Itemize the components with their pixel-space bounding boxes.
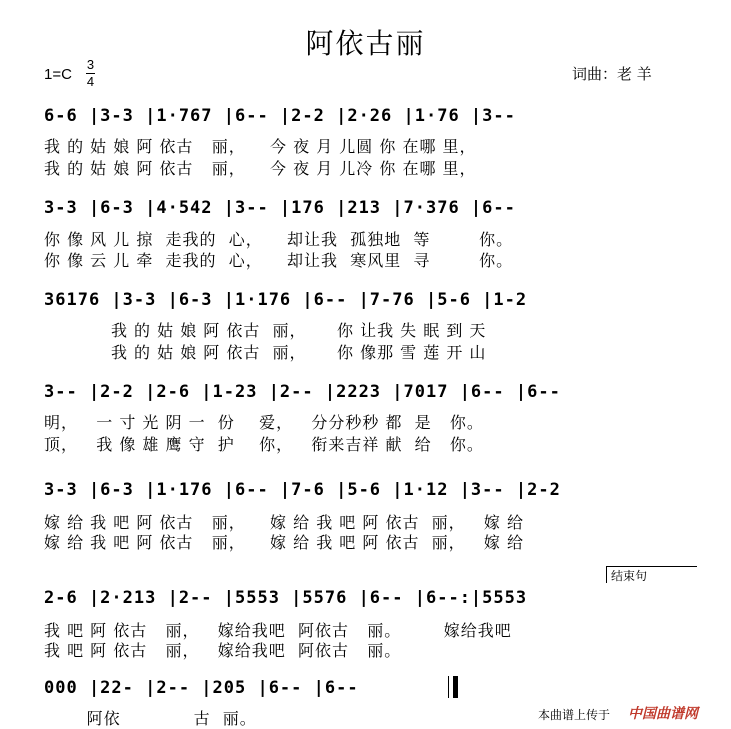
notation-row-5: 3-3 |6-3 |1·176 |6-- |7-6 |5-6 |1·12 |3-- |2-2 [44,480,561,500]
key-signature: 1=C [44,66,72,83]
ending-label: 结束句 [606,566,697,583]
song-title: 阿依古丽 [305,27,426,60]
lyric-row-1-verse-2: 我 的 姑 娘 阿 依古 丽， 今 夜 月 儿冷 你 在哪 里， [44,159,477,178]
lyric-row-5-verse-2: 嫁 给 我 吧 阿 依古 丽， 嫁 给 我 吧 阿 依古 丽， 嫁 给 [44,533,524,552]
site-logo: 中国曲谱网 [628,706,698,722]
final-barline-thick [453,676,458,698]
lyric-row-4-verse-1: 明， 一 寸 光 阴 一 份 爱， 分分秒秒 都 是 你。 [44,413,484,432]
lyric-row-1-verse-1: 我 的 姑 娘 阿 依古 丽， 今 夜 月 儿圆 你 在哪 里， [44,137,477,156]
lyrics-music-credit: 词曲：老 羊 [572,65,652,83]
notation-row-3: 36176 |3-3 |6-3 |1·176 |6-- |7-76 |5-6 |1-2 [44,290,528,310]
lyric-row-4-verse-2: 顶， 我 像 雄 鹰 守 护 你， 衔来吉祥 献 给 你。 [44,435,484,454]
lyric-row-6-verse-1: 我 吧 阿 依古 丽， 嫁给我吧 阿依古 丽。 嫁给我吧 [44,621,512,640]
lyric-row-3-verse-2: 我 的 姑 娘 阿 依古 丽， 你 像那 雪 莲 开 山 [44,343,487,362]
lyric-row-7: 阿依 古 丽。 [44,709,257,728]
lyric-row-6-verse-2: 我 吧 阿 依古 丽， 嫁给我吧 阿依古 丽。 [44,641,402,660]
notation-row-1: 6-6 |3-3 |1·767 |6-- |2-2 |2·26 |1·76 |3-- [44,106,516,126]
upload-note: 本曲谱上传于 [538,708,611,722]
time-bottom: 4 [86,74,95,89]
lyric-row-2-verse-2: 你 像 云 儿 牵 走我的 心， 却让我 寒风里 寻 你。 [44,251,514,270]
lyric-row-5-verse-1: 嫁 给 我 吧 阿 依古 丽， 嫁 给 我 吧 阿 依古 丽， 嫁 给 [44,513,524,532]
lyric-row-3-verse-1: 我 的 姑 娘 阿 依古 丽， 你 让我 失 眠 到 天 [44,321,487,340]
notation-row-2: 3-3 |6-3 |4·542 |3-- |176 |213 |7·376 |6-- [44,198,516,218]
notation-row-4: 3-- |2-2 |2-6 |1-23 |2-- |2223 |7017 |6-- |6-- [44,382,561,402]
lyric-row-2-verse-1: 你 像 风 儿 掠 走我的 心， 却让我 孤独地 等 你。 [44,230,514,249]
final-barline-thin [448,676,449,698]
notation-row-7: 000 |22- |2-- |205 |6-- |6-- [44,678,359,698]
notation-row-6: 2-6 |2·213 |2-- |5553 |5576 |6-- |6--:|5553 [44,588,528,608]
time-signature [86,58,95,89]
time-top: 3 [86,57,95,72]
